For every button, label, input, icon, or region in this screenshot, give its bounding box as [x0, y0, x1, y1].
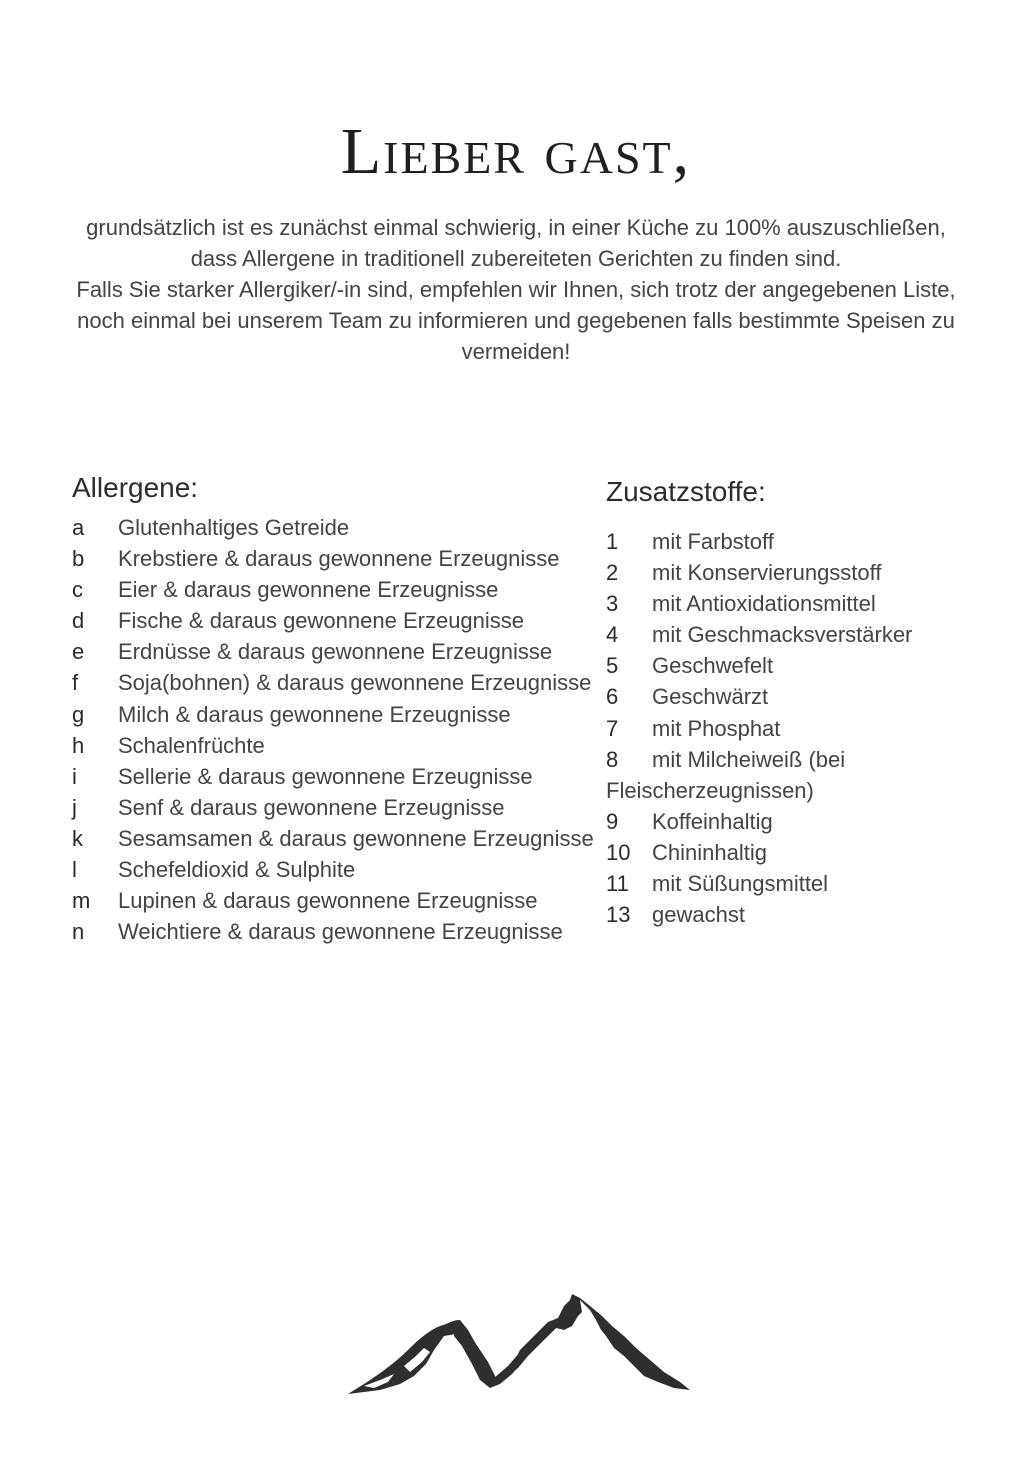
item-key: d — [72, 608, 85, 634]
item-label: Geschwefelt — [652, 653, 774, 679]
list-item — [72, 512, 602, 543]
list-item — [72, 574, 602, 605]
item-key: c — [72, 577, 83, 603]
zusatzstoffe-heading: Zusatzstoffe: — [606, 476, 766, 507]
item-key: 6 — [606, 684, 619, 710]
item-label: Sesamsamen & daraus gewonnene Erzeugnisse — [118, 825, 594, 851]
item-label: Schalenfrüchte — [118, 732, 265, 758]
item-key: i — [72, 763, 77, 789]
list-item — [606, 837, 1026, 868]
allergene-list — [72, 512, 602, 947]
list-item — [606, 588, 1026, 619]
list-item — [72, 854, 602, 885]
item-key: 1 — [606, 529, 619, 554]
item-label: Senf & daraus gewonnene Erzeugnisse — [118, 794, 505, 820]
item-label: Schefeldioxid & Sulphite — [118, 857, 356, 883]
item-key: 7 — [606, 715, 619, 741]
item-key: 5 — [606, 653, 619, 679]
list-item — [606, 526, 1026, 557]
item-label: Soja(bohnen) & daraus gewonnene Erzeugnisse — [118, 670, 592, 696]
list-item — [72, 823, 602, 854]
zusatzstoffe-section — [606, 472, 1026, 930]
item-key: b — [72, 546, 85, 572]
item-label: gewachst — [652, 902, 745, 928]
item-key: m — [72, 888, 91, 914]
list-item — [606, 713, 1026, 744]
item-label: mit Phosphat — [652, 715, 781, 741]
item-label: Lupinen & daraus gewonnene Erzeugnisse — [118, 888, 538, 914]
list-item — [606, 619, 1026, 650]
item-label: Sellerie & daraus gewonnene Erzeugnisse — [118, 763, 533, 789]
item-label: Milch & daraus gewonnene Erzeugnisse — [118, 701, 511, 727]
item-key: j — [72, 794, 77, 820]
list-item — [72, 667, 602, 698]
item-key: l — [72, 857, 77, 883]
list-item — [72, 699, 602, 730]
intro-paragraph-2: Falls Sie starker Allergiker/-in sind, empfehlen wir Ihnen, sich trotz der angegebenen Liste, noch einmal bei unserem Team zu informieren und gegebenen falls bestimmte Speisen zu vermeiden! — [76, 277, 956, 364]
allergene-section — [72, 468, 602, 947]
item-label: Fische & daraus gewonnene Erzeugnisse — [118, 608, 525, 634]
item-label: mit Konservierungsstoff — [652, 560, 882, 586]
item-key: 9 — [606, 808, 619, 834]
item-label: Geschwärzt — [652, 684, 769, 710]
zusatzstoffe-list — [606, 526, 1026, 930]
item-key: g — [72, 701, 85, 727]
list-item — [606, 557, 1026, 588]
list-item — [606, 806, 1026, 837]
item-key: k — [72, 825, 83, 851]
list-item — [72, 605, 602, 636]
item-label: Weichtiere & daraus gewonnene Erzeugnisse — [118, 919, 563, 945]
item-label: Erdnüsse & daraus gewonnene Erzeugnisse — [118, 639, 553, 665]
list-item — [606, 681, 1026, 712]
item-label: mit Farbstoff — [652, 529, 774, 554]
item-label: Krebstiere & daraus gewonnene Erzeugnisse — [118, 546, 560, 572]
item-label: mit Milcheiweiß (bei Fleischerzeugnissen) — [606, 746, 846, 803]
item-label: Koffeinhaltig — [652, 808, 773, 834]
item-key: 3 — [606, 591, 619, 617]
allergene-heading: Allergene: — [72, 472, 199, 503]
item-label: Eier & daraus gewonnene Erzeugnisse — [118, 577, 499, 603]
mountains-icon — [344, 1290, 694, 1407]
item-key: 10 — [606, 839, 631, 865]
list-item — [72, 916, 602, 947]
page-title: Lieber gast, — [340, 115, 692, 188]
item-key: 2 — [606, 560, 619, 586]
item-key: 11 — [606, 871, 629, 897]
item-label: Chininhaltig — [652, 839, 767, 865]
item-key: h — [72, 732, 85, 758]
item-label: Glutenhaltiges Getreide — [118, 515, 350, 540]
item-label: mit Antioxidationsmittel — [652, 591, 876, 617]
list-item — [72, 885, 602, 916]
intro-paragraph-1: grundsätzlich ist es zunächst einmal schwierig, in einer Küche zu 100% auszuschließen, dass Allergene in traditionell zubereiteten Gerichten zu finden sind. — [86, 215, 946, 271]
list-item — [72, 543, 602, 574]
list-item — [606, 899, 1026, 930]
list-item — [72, 636, 602, 667]
list-item — [606, 650, 1026, 681]
item-label: mit Geschmacksverstärker — [652, 622, 913, 648]
item-label: mit Süßungsmittel — [652, 871, 829, 897]
item-key: a — [72, 515, 85, 540]
item-key: 13 — [606, 902, 631, 928]
item-key: f — [72, 670, 79, 696]
list-item — [606, 868, 1026, 899]
list-item — [606, 744, 1026, 806]
item-key: 4 — [606, 622, 619, 648]
intro-text — [70, 212, 962, 367]
list-item — [72, 730, 602, 761]
list-item — [72, 761, 602, 792]
list-item — [72, 792, 602, 823]
item-key: n — [72, 919, 85, 945]
item-key: e — [72, 639, 85, 665]
item-key: 8 — [606, 746, 619, 772]
